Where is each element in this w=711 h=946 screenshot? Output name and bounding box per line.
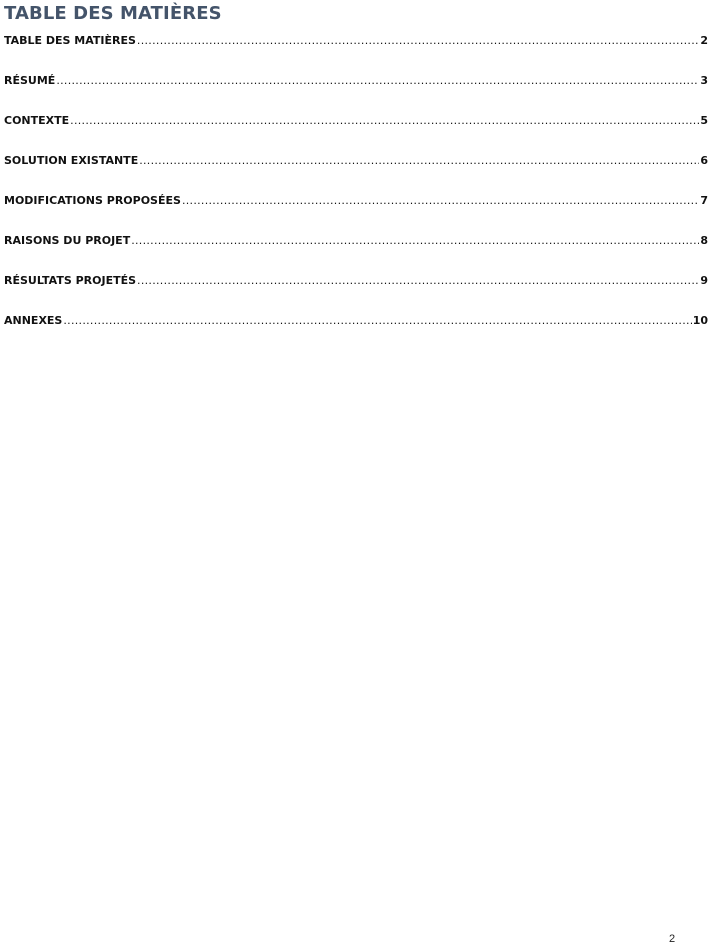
toc-entry-page: 6 — [700, 154, 708, 167]
toc-dot-leader — [137, 273, 699, 289]
toc-entry-contexte[interactable] — [4, 113, 708, 153]
toc-entry-page: 10 — [692, 314, 708, 327]
toc-entry-annexes[interactable] — [4, 313, 708, 353]
toc-entry-label: SOLUTION EXISTANTE — [4, 154, 139, 167]
toc-entry-page: 8 — [700, 234, 708, 247]
toc-entry-resume[interactable] — [4, 73, 708, 113]
toc-entry-label: RÉSULTATS PROJETÉS — [4, 274, 137, 287]
page-number: 2 — [669, 933, 676, 945]
toc-entry-label: MODIFICATIONS PROPOSÉES — [4, 194, 181, 207]
toc-entry-modifications-proposees[interactable] — [4, 193, 708, 233]
toc-dot-leader — [182, 193, 699, 209]
toc-entry-label: RÉSUMÉ — [4, 74, 56, 87]
toc-entry-resultats-projetes[interactable] — [4, 273, 708, 313]
toc-dot-leader — [137, 33, 699, 49]
toc-entry-label: CONTEXTE — [4, 114, 70, 127]
toc-entry-table-des-matieres[interactable] — [4, 33, 708, 73]
toc-heading: TABLE DES MATIÈRES — [4, 3, 222, 24]
toc-entry-label: RAISONS DU PROJET — [4, 234, 131, 247]
toc-entry-raisons-du-projet[interactable] — [4, 233, 708, 273]
toc-dot-leader — [56, 73, 699, 89]
toc-entry-page: 2 — [700, 34, 708, 47]
toc-entry-label: ANNEXES — [4, 314, 63, 327]
toc-entry-page: 9 — [700, 274, 708, 287]
toc-dot-leader — [139, 153, 699, 169]
toc-list — [4, 33, 708, 353]
toc-entry-page: 3 — [700, 74, 708, 87]
toc-entry-solution-existante[interactable] — [4, 153, 708, 193]
toc-dot-leader — [70, 113, 699, 129]
toc-entry-page: 5 — [700, 114, 708, 127]
toc-entry-page: 7 — [700, 194, 708, 207]
toc-dot-leader — [131, 233, 699, 249]
toc-entry-label: TABLE DES MATIÈRES — [4, 34, 136, 47]
toc-dot-leader — [63, 313, 691, 329]
